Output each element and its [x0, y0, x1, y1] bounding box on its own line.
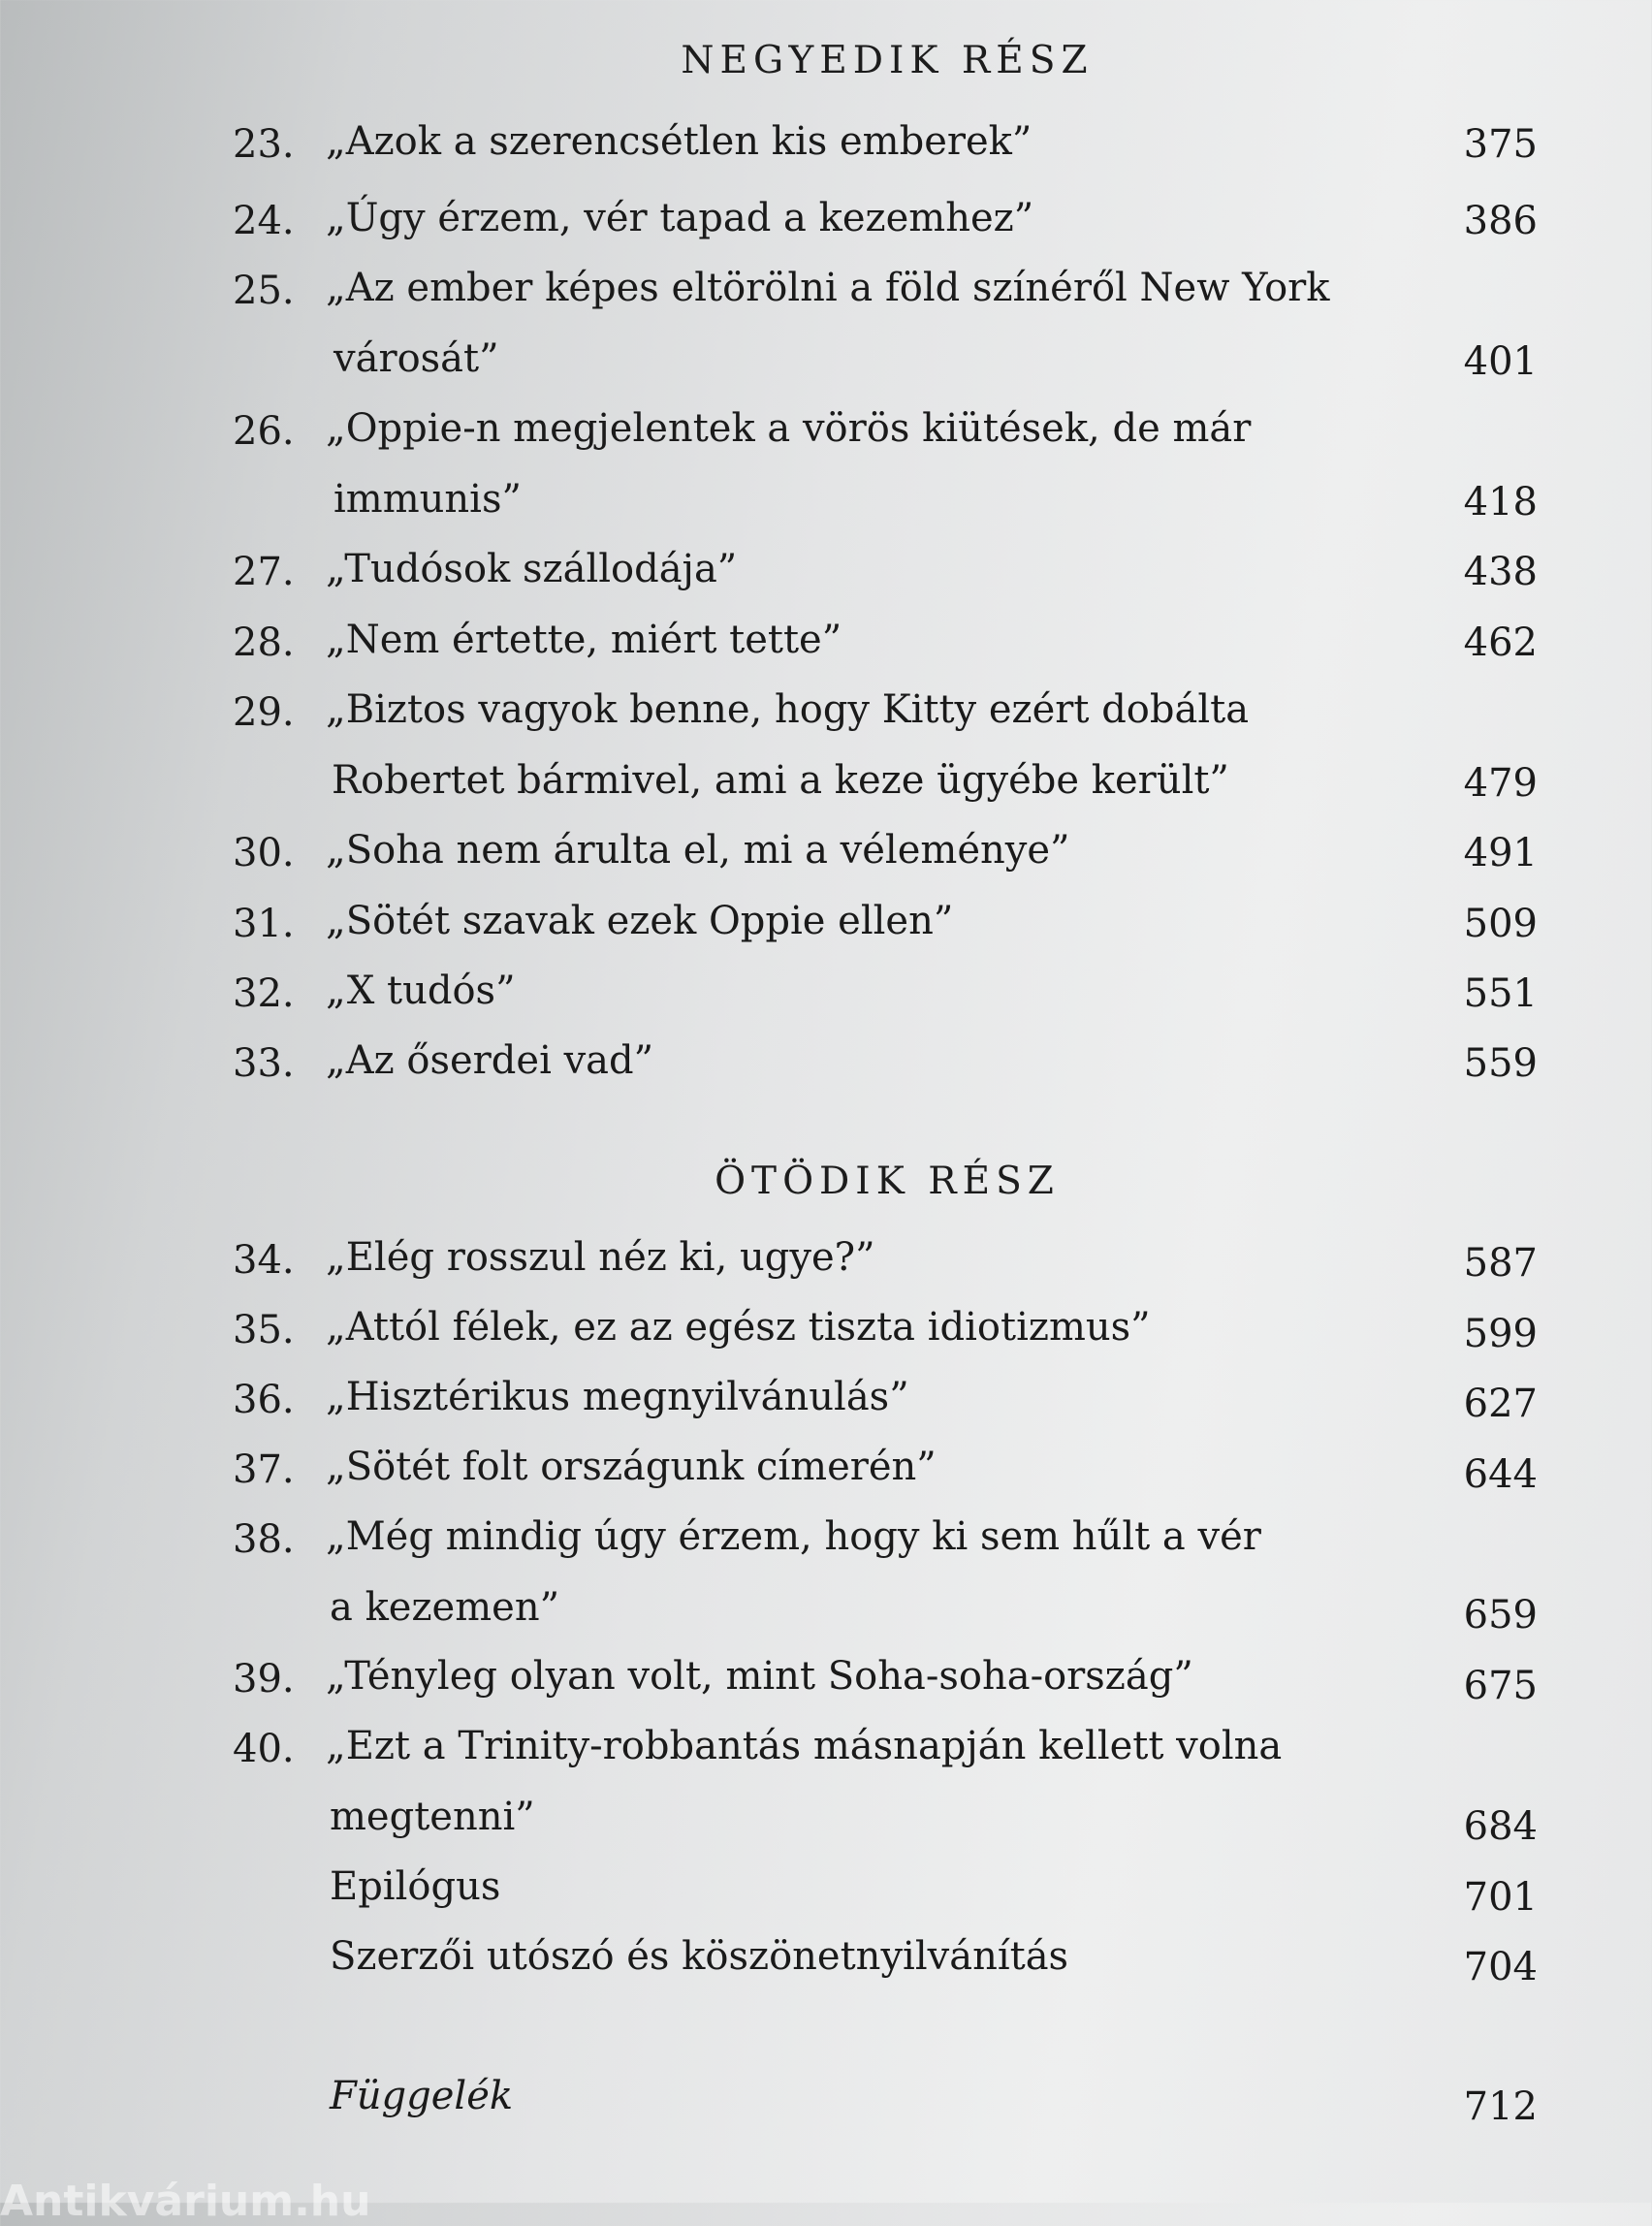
entry-title-line-1: „Oppie-n megjelentek a vörös kiütések, de már [326, 406, 1252, 451]
entry-title: „Nem értette, miért tette” [326, 618, 842, 662]
entry-number: 40. [233, 1727, 295, 1771]
entry-page: 704 [1463, 1945, 1538, 1989]
section-title-otodik: ÖTÖDIK RÉSZ [715, 1160, 1060, 1203]
entry-number: 31. [233, 902, 295, 946]
entry-title: „Az őserdei vad” [326, 1038, 654, 1083]
entry-title-line-1: „Még mindig úgy érzem, hogy ki sem hűlt a vér [326, 1514, 1261, 1559]
entry-number: 33. [233, 1041, 295, 1086]
entry-title-line-1: „Az ember képes eltörölni a föld színéről New York [326, 266, 1330, 310]
entry-title: „Attól félek, ez az egész tiszta idiotizmus” [326, 1305, 1151, 1350]
entry-title: „Elég rosszul néz ki, ugye?” [326, 1235, 875, 1280]
entry-page: 659 [1463, 1593, 1538, 1638]
entry-title: „Azok a szerencsétlen kis emberek” [326, 119, 1032, 164]
entry-title: „X tudós” [326, 969, 516, 1013]
entry-page: 386 [1463, 199, 1538, 243]
entry-number: 26. [233, 409, 295, 454]
entry-title: „Soha nem árulta el, mi a véleménye” [326, 828, 1070, 873]
entry-page: 701 [1463, 1875, 1538, 1920]
entry-number: 29. [233, 690, 295, 735]
entry-number: 39. [233, 1657, 295, 1701]
entry-title-line-1: „Biztos vagyok benne, hogy Kitty ezért dobálta [326, 687, 1250, 732]
entry-page: 401 [1463, 339, 1538, 384]
entry-title-line-1: „Ezt a Trinity-robbantás másnapján kellett volna [326, 1724, 1283, 1768]
entry-title-line-2: megtenni” [330, 1795, 535, 1839]
entry-title: „Hisztérikus megnyilvánulás” [326, 1375, 909, 1419]
entry-number: 38. [233, 1517, 295, 1562]
watermark-text: Antikvárium.hu [0, 2177, 371, 2226]
entry-page: 684 [1463, 1804, 1538, 1849]
entry-page: 559 [1463, 1041, 1538, 1086]
entry-page: 491 [1463, 831, 1538, 875]
entry-page: 675 [1463, 1664, 1538, 1708]
entry-title: „Tudósok szállodája” [326, 547, 738, 591]
entry-page: 375 [1463, 122, 1538, 167]
entry-page: 509 [1463, 902, 1538, 946]
entry-number: 35. [233, 1308, 295, 1352]
entry-page: 438 [1463, 550, 1538, 594]
entry-title: „Úgy érzem, vér tapad a kezemhez” [326, 196, 1034, 240]
entry-number: 34. [233, 1238, 295, 1283]
entry-page: 712 [1463, 2084, 1538, 2129]
entry-page: 587 [1463, 1241, 1538, 1286]
entry-title-line-2: a kezemen” [330, 1585, 560, 1630]
entry-number: 23. [233, 122, 295, 167]
entry-number: 37. [233, 1447, 295, 1492]
entry-title: „Tényleg olyan volt, mint Soha-soha-ország” [326, 1654, 1193, 1699]
entry-title-line-2: immunis” [334, 477, 522, 522]
entry-number: 27. [233, 550, 295, 594]
entry-number: 36. [233, 1378, 295, 1422]
entry-number: 30. [233, 831, 295, 875]
entry-page: 627 [1463, 1382, 1538, 1426]
entry-title-afterword: Szerzői utószó és köszönetnyilvánítás [330, 1934, 1069, 1979]
entry-number: 24. [233, 199, 295, 243]
entry-page: 644 [1463, 1452, 1538, 1497]
entry-page: 418 [1463, 480, 1538, 525]
entry-page: 551 [1463, 971, 1538, 1016]
entry-title: „Sötét szavak ezek Oppie ellen” [326, 899, 954, 943]
entry-title: „Sötét folt országunk címerén” [326, 1445, 937, 1489]
entry-title-line-2: városát” [334, 336, 499, 381]
entry-number: 28. [233, 620, 295, 665]
entry-number: 25. [233, 269, 295, 313]
entry-number: 32. [233, 971, 295, 1016]
entry-title-epilogus: Epilógus [330, 1864, 501, 1909]
entry-page: 599 [1463, 1312, 1538, 1356]
section-title-negyedik: NEGYEDIK RÉSZ [681, 39, 1094, 82]
entry-title-appendix: Függelék [330, 2074, 514, 2118]
entry-title-line-2: Robertet bármivel, ami a keze ügyébe került” [332, 758, 1229, 803]
entry-page: 479 [1463, 761, 1538, 806]
entry-page: 462 [1463, 620, 1538, 665]
